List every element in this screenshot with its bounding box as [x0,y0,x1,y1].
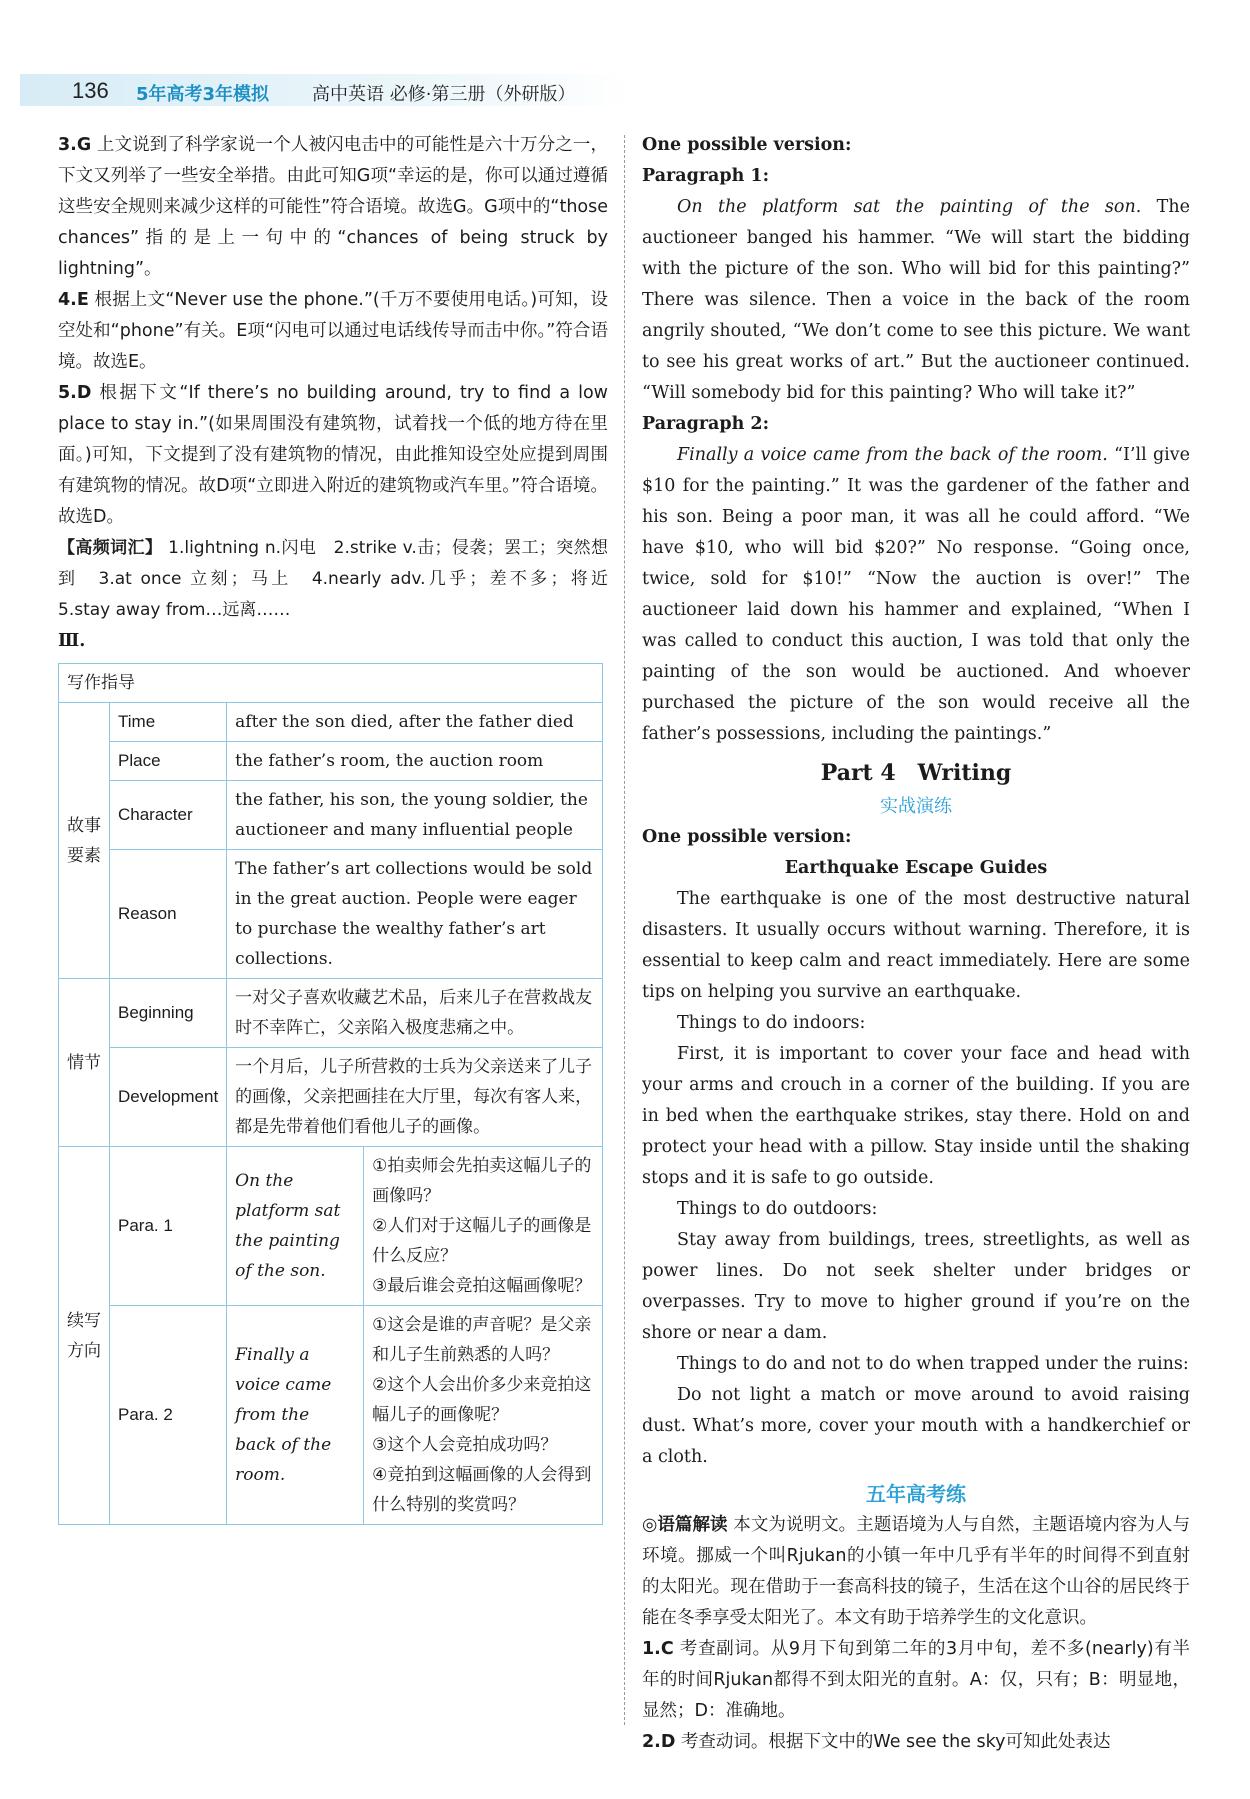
para1-question-1: ①拍卖师会先拍卖这幅儿子的画像吗？ [372,1156,592,1206]
essay-title: Earthquake Escape Guides [784,858,1048,878]
answer-4 [58,285,608,378]
answer-5 [58,378,608,533]
paragraph-1-label: Paragraph 1: [642,166,770,186]
essay-paragraph-2: Things to do indoors: [677,1013,866,1033]
para2-question-1: ①这会是谁的声音呢？是父亲和儿子生前熟悉的人吗？ [372,1315,592,1365]
column-divider [624,135,625,1725]
left-column [58,130,625,1525]
vocab-label: 【高频词汇】 [58,538,163,558]
essay-paragraph-3: First, it is important to cover your face and head with your arms and crouch in a corner of the building. If you are in bed when the earthquake strikes, stay there. Hold on and protect your head with a pillow. Stay inside until the shaking stops and it is safe to go outside. [642,1044,1190,1188]
para1-label: Para. 1 [110,1147,227,1306]
beginning-value: 一对父子喜欢收藏艺术品，后来儿子在营救战友时不幸阵亡，父亲陷入极度悲痛之中。 [227,979,603,1048]
place-label: Place [110,742,227,781]
part4-subtitle: 实战演练 [880,796,952,817]
right-column [642,130,1190,1758]
page-number: 136 [72,78,109,103]
answer-3-number: 3.G [58,135,92,155]
analysis-label: ◎语篇解读 [642,1515,728,1535]
essay-paragraph-5: Stay away from buildings, trees, streetlights, as well as power lines. Do not seek shelter under bridges or overpasses. Try to move to higher ground if you’re on the shore or near a dam. [642,1230,1190,1343]
paragraph-2-text: “I’ll give $10 for the painting.” It was the gardener of the father and his son. Being a poor man, it was all he could afford. “We have $10, who will bid $20?” No response. “Going once, twice, sold for $10!” “Now the auction is over!” The auctioneer laid down his hammer and explained, “When I was called to conduct this auction, I was told that only the painting of the son would be auctioned. And whoever purchased the picture of the son would receive all the father’s possessions, including the paintings.” [642,445,1190,744]
vocab-section [58,533,625,626]
para1-start: On the platform sat the painting of the son. [227,1147,364,1305]
page-header [0,66,1250,112]
beginning-label: Beginning [110,979,227,1048]
para2-question-2: ②这个人会出价多少来竞拍这幅儿子的画像呢？ [372,1375,592,1425]
writing-guide-table [58,663,603,1525]
section-number: Ⅲ. [58,631,86,651]
essay-paragraph-1: The earthquake is one of the most destructive natural disasters. It usually occurs without warning. Therefore, it is essential to keep calm and react immediately. Here are some tips on helping you survive an earthquake. [642,889,1190,1002]
analysis [642,1510,1190,1634]
paragraph-2-label: Paragraph 2: [642,414,770,434]
place-value: the father’s room, the auction room [227,742,603,781]
reason-label: Reason [110,850,227,979]
paragraph-1-start: On the platform sat the painting of the son. [677,197,1142,217]
question-2 [642,1727,1190,1758]
five-year-title: 五年高考练 [866,1482,966,1506]
para1-question-2: ②人们对于这幅儿子的画像是什么反应？ [372,1216,592,1266]
reason-value: The father’s art collections would be sold in the great auction. People were eager to purchase the wealthy father’s art collections. [227,850,603,979]
brand-title: 5年高考3年模拟 [136,84,270,105]
para2-label: Para. 2 [110,1306,227,1525]
category-continuation: 续写方向 [59,1147,110,1525]
answer-5-number: 5.D [58,383,92,403]
para2-question-4: ④竞拍到这幅画像的人会得到什么特别的奖赏吗？ [372,1465,592,1515]
table-title: 写作指导 [59,664,603,703]
time-label: Time [110,703,227,742]
question-2-number: 2.D [642,1732,676,1752]
version-label: One possible version: [642,135,852,155]
character-label: Character [110,781,227,850]
para2-question-3: ③这个人会竞拍成功吗？ [372,1435,558,1455]
vocab-text: 1.lightning n.闪电 2.strike v.击；侵袭；罢工；突然想到 3.at once 立刻；马上 4.nearly adv.几乎；差不多；将近 5.stay away from…远离…… [58,538,625,620]
paragraph-1 [642,192,1190,409]
para2-cell [227,1306,603,1525]
development-label: Development [110,1048,227,1147]
answer-4-number: 4.E [58,290,89,310]
essay-paragraph-6: Things to do and not to do when trapped under the ruins: [677,1354,1189,1374]
answer-3 [58,130,608,285]
answer-3-text: 上文说到了科学家说一个人被闪电击中的可能性是六十万分之一，下文又列举了一些安全举措。由此可知G项“幸运的是，你可以通过遵循这些安全规则来减少这样的可能性”符合语境。故选G。G项中的“those chances”指的是上一句中的“chances of being struck by lightning”。 [58,135,608,279]
analysis-text: 本文为说明文。主题语境为人与自然，主题语境内容为人与环境。挪威一个叫Rjukan的小镇一年中几乎有半年的时间得不到直射的太阳光。现在借助于一套高科技的镜子，生活在这个山谷的居民终于能在冬季享受太阳光了。本文有助于培养学生的文化意识。 [642,1515,1190,1628]
para2-start: Finally a voice came from the back of the room. [227,1306,364,1524]
paragraph-1-text: The auctioneer banged his hammer. “We will start the bidding with the picture of the son. Who will bid for this painting?” There was silence. Then a voice in the back of the room angrily shouted, “We don’t come to see this picture. We want to see his great works of art.” But the auctioneer continued. “Will somebody bid for this painting? Who will take it?” [642,197,1190,403]
development-value: 一个月后，儿子所营救的士兵为父亲送来了儿子的画像，父亲把画挂在大厅里，每次有客人来，都是先带着他们看他儿子的画像。 [227,1048,603,1147]
essay-paragraph-7: Do not light a match or move around to avoid raising dust. What’s more, cover your mouth with a handkerchief or a cloth. [642,1385,1190,1467]
time-value: after the son died, after the father died [227,703,603,742]
question-1-text: 考查副词。从9月下旬到第二年的3月中旬，差不多(nearly)有半年的时间Rjukan都得不到太阳光的直射。A：仅，只有；B：明显地，显然；D：准确地。 [642,1639,1190,1721]
category-plot: 情节 [59,979,110,1147]
para1-question-3: ③最后谁会竞拍这幅画像呢？ [372,1276,592,1296]
essay-paragraph-4: Things to do outdoors: [677,1199,878,1219]
version-label-2: One possible version: [642,827,852,847]
question-2-text: 考查动词。根据下文中的We see the sky可知此处表达 [680,1732,1111,1752]
answer-5-text: 根据下文“If there’s no building around, try to find a low place to stay in.”(如果周围没有建筑物，试着找一个低的地方待在里面。)可知，下文提到了没有建筑物的情况，由此推知设空处应提到周围有建筑物的情况。故D项“立即进入附近的建筑物或汽车里。”符合语境。故选D。 [58,383,608,527]
book-title: 高中英语 必修·第三册（外研版） [312,84,576,105]
question-1-number: 1.C [642,1639,674,1659]
part4-title: Part 4 Writing [820,760,1012,786]
para1-cell [227,1147,603,1306]
answer-4-text: 根据上文“Never use the phone.”(千万不要使用电话。)可知，设空处和“phone”有关。E项“闪电可以通过电话线传导而击中你。”符合语境。故选E。 [58,290,608,372]
character-value: the father, his son, the young soldier, the auctioneer and many influential people [227,781,603,850]
paragraph-2 [642,440,1190,750]
question-1 [642,1634,1190,1727]
category-story-elements: 故事要素 [59,703,110,979]
paragraph-2-start: Finally a voice came from the back of the room. [677,445,1108,465]
